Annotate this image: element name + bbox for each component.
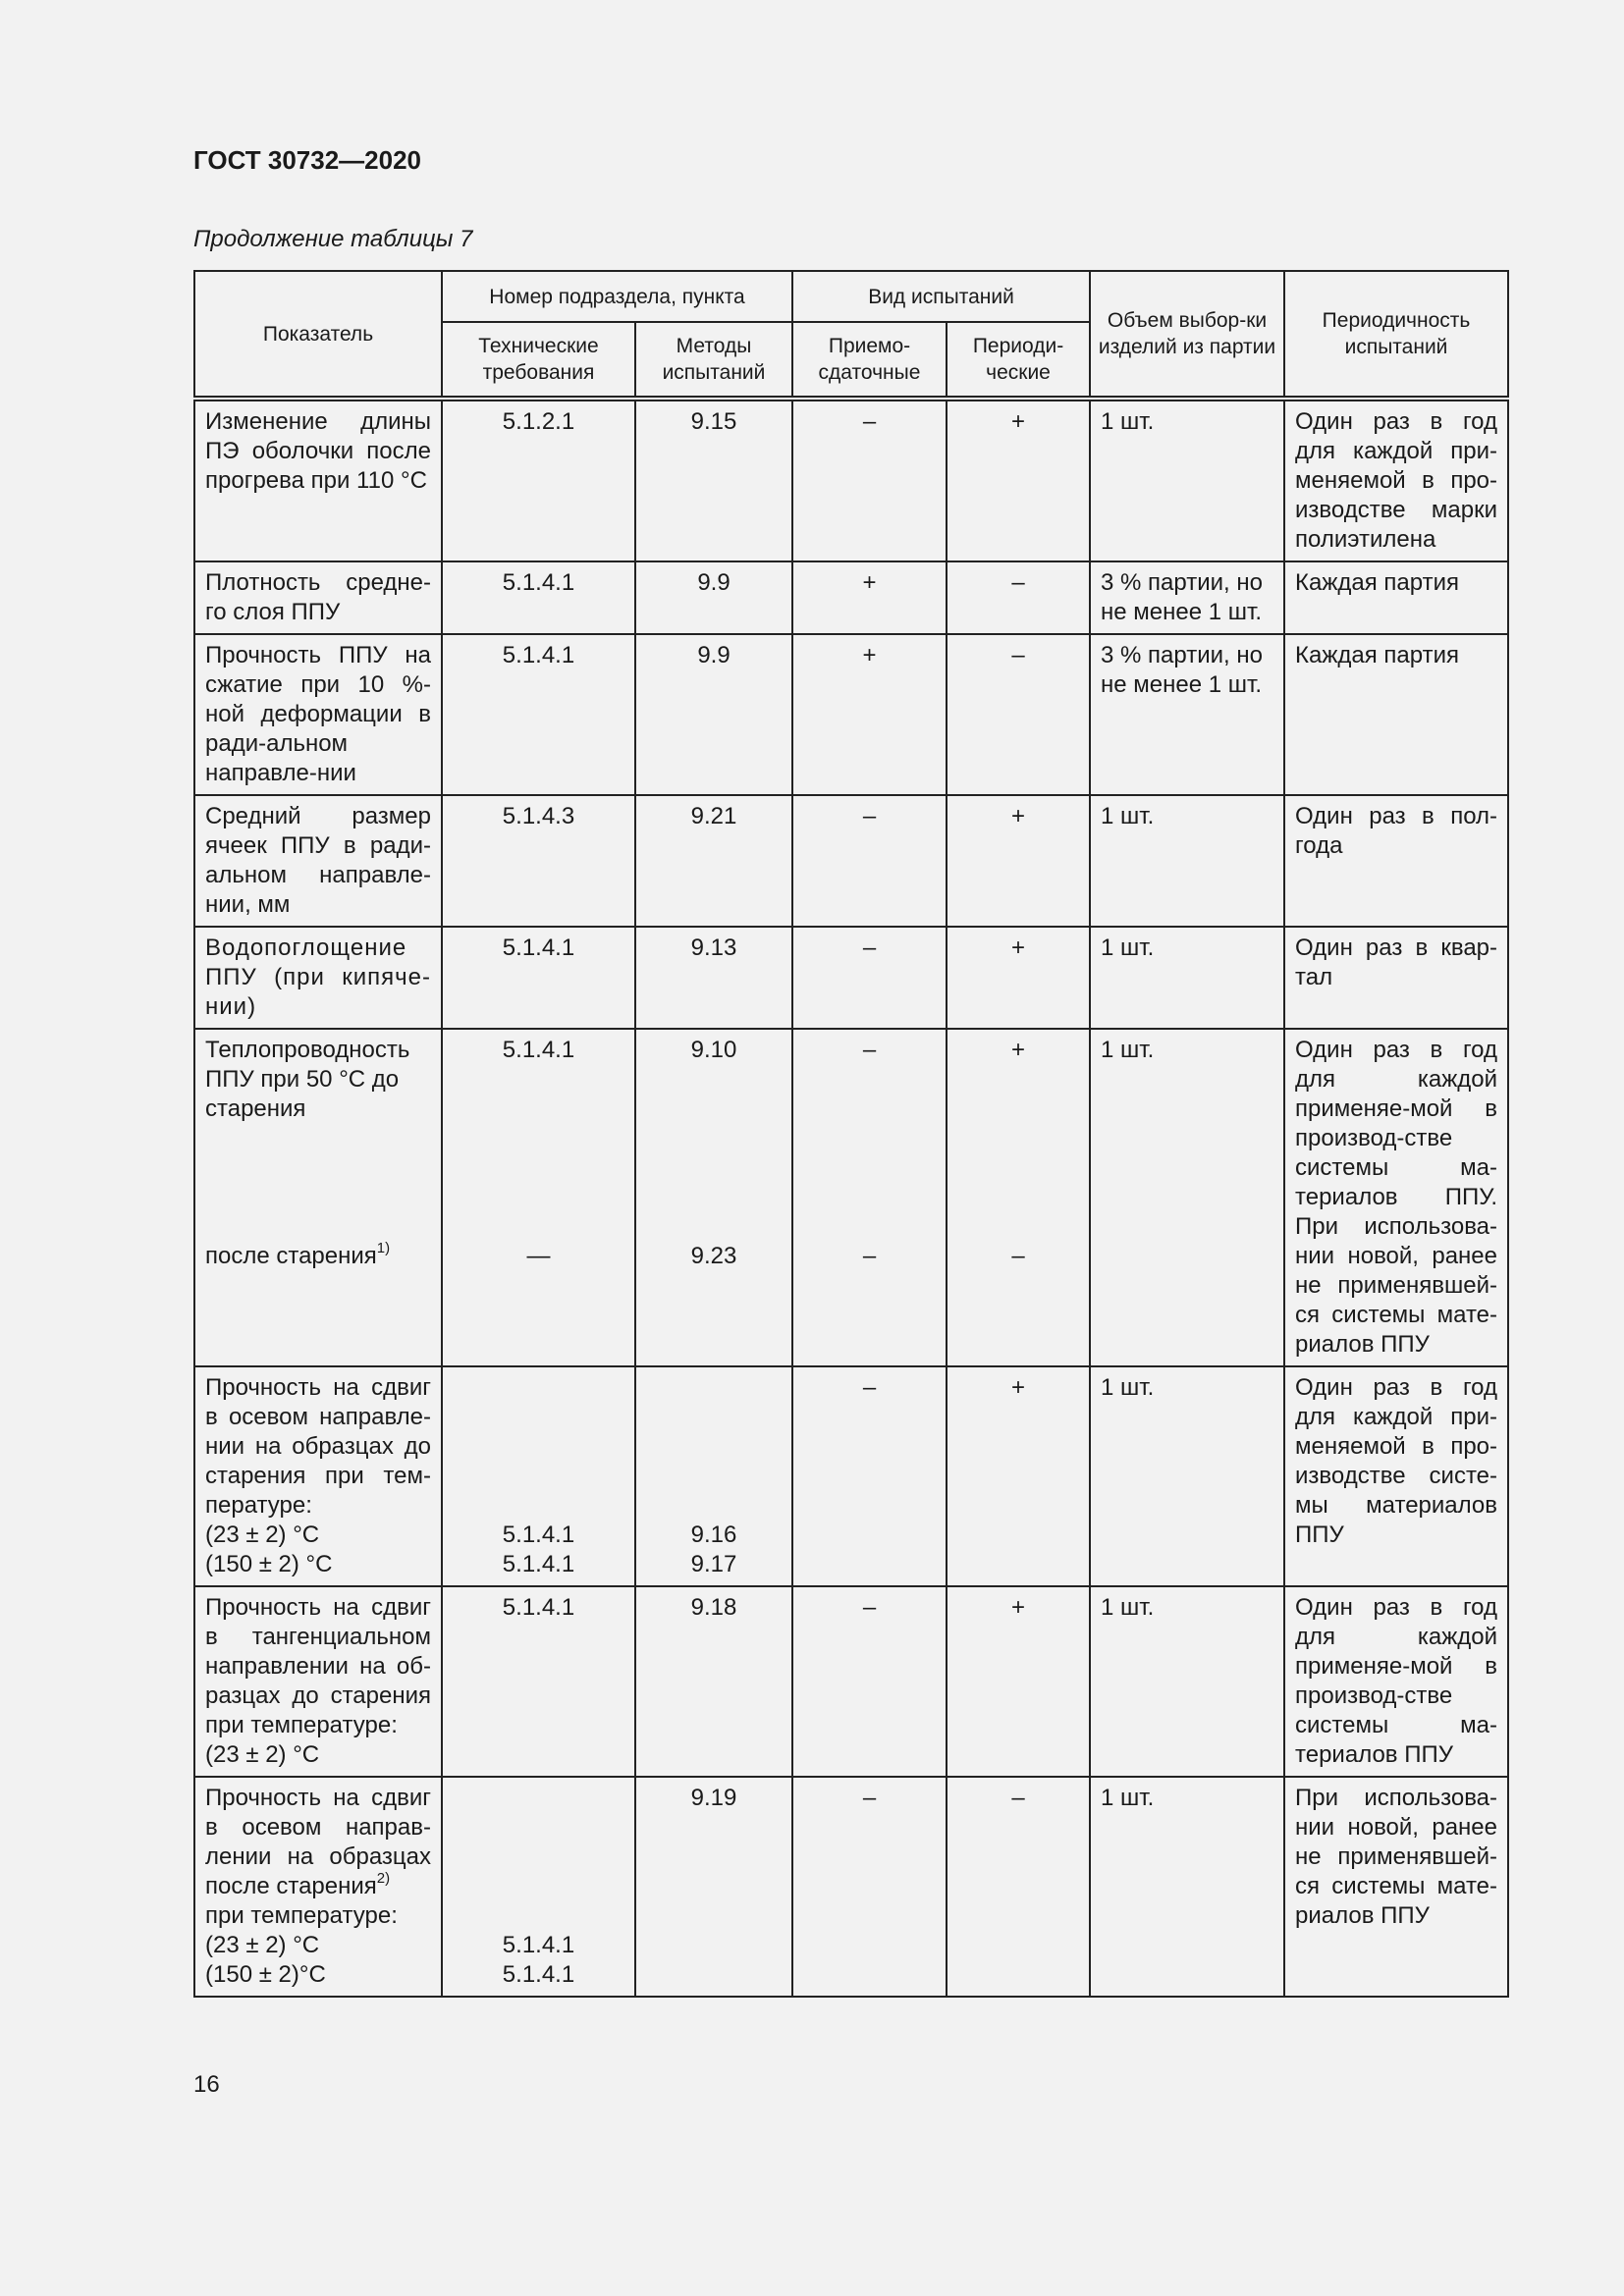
cell-acceptance: – [792, 927, 947, 1029]
cell-method: 9.21 [635, 795, 792, 927]
cell-method: 9.16 9.17 [635, 1366, 792, 1586]
cell-volume: 1 шт. [1090, 399, 1284, 561]
footnote-ref: 2) [376, 1870, 391, 1887]
cell-tech: 5.1.4.1 — [442, 1029, 635, 1366]
cell-indicator: Прочность на сдвиг в осевом направле-нии на образцах до старения при тем-пературе: (23 ± 2) °C (150 ± 2) °C [194, 1366, 442, 1586]
footnote-ref: 1) [376, 1240, 391, 1256]
cell-volume: 1 шт. [1090, 1029, 1284, 1366]
cell-method: 9.10 9.23 [635, 1029, 792, 1366]
cell-periodic: – [947, 1777, 1090, 1997]
cell-indicator: Водопоглощение ППУ (при кипяче-нии) [194, 927, 442, 1029]
cell-acceptance: + [792, 634, 947, 795]
cell-periodic: – [947, 561, 1090, 634]
header-tech-requirements: Технические требования [442, 322, 635, 399]
cell-method: 9.19 [635, 1777, 792, 1997]
table-row [194, 634, 1508, 795]
cell-frequency: Один раз в пол-года [1284, 795, 1508, 927]
table-row [194, 795, 1508, 927]
cell-method: 9.9 [635, 634, 792, 795]
cell-frequency: Один раз в год для каждой при-меняемой в про-изводстве систе-мы материалов ППУ [1284, 1366, 1508, 1586]
header-sample-volume: Объем выбор-ки изделий из партии [1090, 271, 1284, 399]
cell-periodic: + [947, 795, 1090, 927]
cell-acceptance: – [792, 795, 947, 927]
cell-indicator: Средний размер ячеек ППУ в ради-альном направле-нии, мм [194, 795, 442, 927]
header-frequency: Периодичность испытаний [1284, 271, 1508, 399]
cell-frequency: При использова-нии новой, ранее не применявшей-ся системы мате-риалов ППУ [1284, 1777, 1508, 1997]
table-row [194, 1586, 1508, 1777]
cell-tech: 5.1.4.1 [442, 634, 635, 795]
cell-tech: 5.1.4.1 5.1.4.1 [442, 1366, 635, 1586]
cell-volume: 1 шт. [1090, 1777, 1284, 1997]
cell-frequency: Один раз в год для каждой применяе-мой в производ-стве системы ма-териалов ППУ. При использова-нии новой, ранее не применявшей-ся системы мате-риалов ППУ [1284, 1029, 1508, 1366]
cell-frequency: Каждая партия [1284, 561, 1508, 634]
cell-volume: 1 шт. [1090, 1586, 1284, 1777]
cell-method: 9.15 [635, 399, 792, 561]
cell-acceptance: – [792, 1777, 947, 1997]
cell-indicator: Плотность средне-го слоя ППУ [194, 561, 442, 634]
cell-frequency: Один раз в квар-тал [1284, 927, 1508, 1029]
cell-indicator: Прочность на сдвиг в тангенциальном направлении на об-разцах до старения при температуре: (23 ± 2) °C [194, 1586, 442, 1777]
header-test-methods: Методы испытаний [635, 322, 792, 399]
cell-method: 9.18 [635, 1586, 792, 1777]
header-acceptance: Приемо-сдаточные [792, 322, 947, 399]
cell-acceptance: – [792, 1586, 947, 1777]
header-section-number: Номер подраздела, пункта [442, 271, 792, 322]
cell-periodic: – [947, 634, 1090, 795]
cell-periodic: + [947, 1586, 1090, 1777]
cell-volume: 3 % партии, но не менее 1 шт. [1090, 634, 1284, 795]
requirements-table [193, 270, 1509, 1998]
page-number: 16 [193, 2071, 220, 2098]
cell-indicator: Прочность ППУ на сжатие при 10 %-ной деформации в ради-альном направле-нии [194, 634, 442, 795]
cell-acceptance: – – [792, 1029, 947, 1366]
header-periodic: Периоди-ческие [947, 322, 1090, 399]
cell-periodic: + [947, 1366, 1090, 1586]
cell-tech: 5.1.2.1 [442, 399, 635, 561]
cell-tech: 5.1.4.1 5.1.4.1 [442, 1777, 635, 1997]
cell-acceptance: + [792, 561, 947, 634]
cell-tech: 5.1.4.1 [442, 1586, 635, 1777]
header-test-type: Вид испытаний [792, 271, 1090, 322]
cell-method: 9.9 [635, 561, 792, 634]
table-caption: Продолжение таблицы 7 [193, 226, 473, 252]
cell-indicator: Изменение длины ПЭ оболочки после прогрева при 110 °C [194, 399, 442, 561]
table-row [194, 927, 1508, 1029]
indicator-after-aging: после старения$^{1)}$ [205, 1240, 391, 1269]
cell-volume: 1 шт. [1090, 927, 1284, 1029]
cell-tech: 5.1.4.1 [442, 927, 635, 1029]
cell-volume: 3 % партии, но не менее 1 шт. [1090, 561, 1284, 634]
cell-indicator: Прочность на сдвиг в осевом направ-лении на образцах после старения$^{2)}$ при температуре: (23 ± 2) °C (150 ± 2)°C [194, 1777, 442, 1997]
table-row [194, 1366, 1508, 1586]
cell-acceptance: – [792, 399, 947, 561]
cell-frequency: Каждая партия [1284, 634, 1508, 795]
cell-frequency: Один раз в год для каждой применяе-мой в производ-стве системы ма-териалов ППУ [1284, 1586, 1508, 1777]
cell-periodic: + – [947, 1029, 1090, 1366]
cell-tech: 5.1.4.1 [442, 561, 635, 634]
table-row [194, 1029, 1508, 1366]
cell-frequency: Один раз в год для каждой при-меняемой в про-изводстве марки полиэтилена [1284, 399, 1508, 561]
table-row [194, 561, 1508, 634]
cell-acceptance: – [792, 1366, 947, 1586]
cell-indicator [194, 1029, 442, 1366]
header-indicator: Показатель [194, 271, 442, 399]
cell-tech: 5.1.4.3 [442, 795, 635, 927]
cell-periodic: + [947, 927, 1090, 1029]
cell-periodic: + [947, 399, 1090, 561]
cell-volume: 1 шт. [1090, 1366, 1284, 1586]
table-row [194, 1777, 1508, 1997]
cell-volume: 1 шт. [1090, 795, 1284, 927]
cell-method: 9.13 [635, 927, 792, 1029]
document-id: ГОСТ 30732—2020 [193, 145, 421, 175]
indicator-before-aging: Теплопроводность ППУ при 50 °C до старения [205, 1037, 410, 1122]
table-row [194, 399, 1508, 561]
